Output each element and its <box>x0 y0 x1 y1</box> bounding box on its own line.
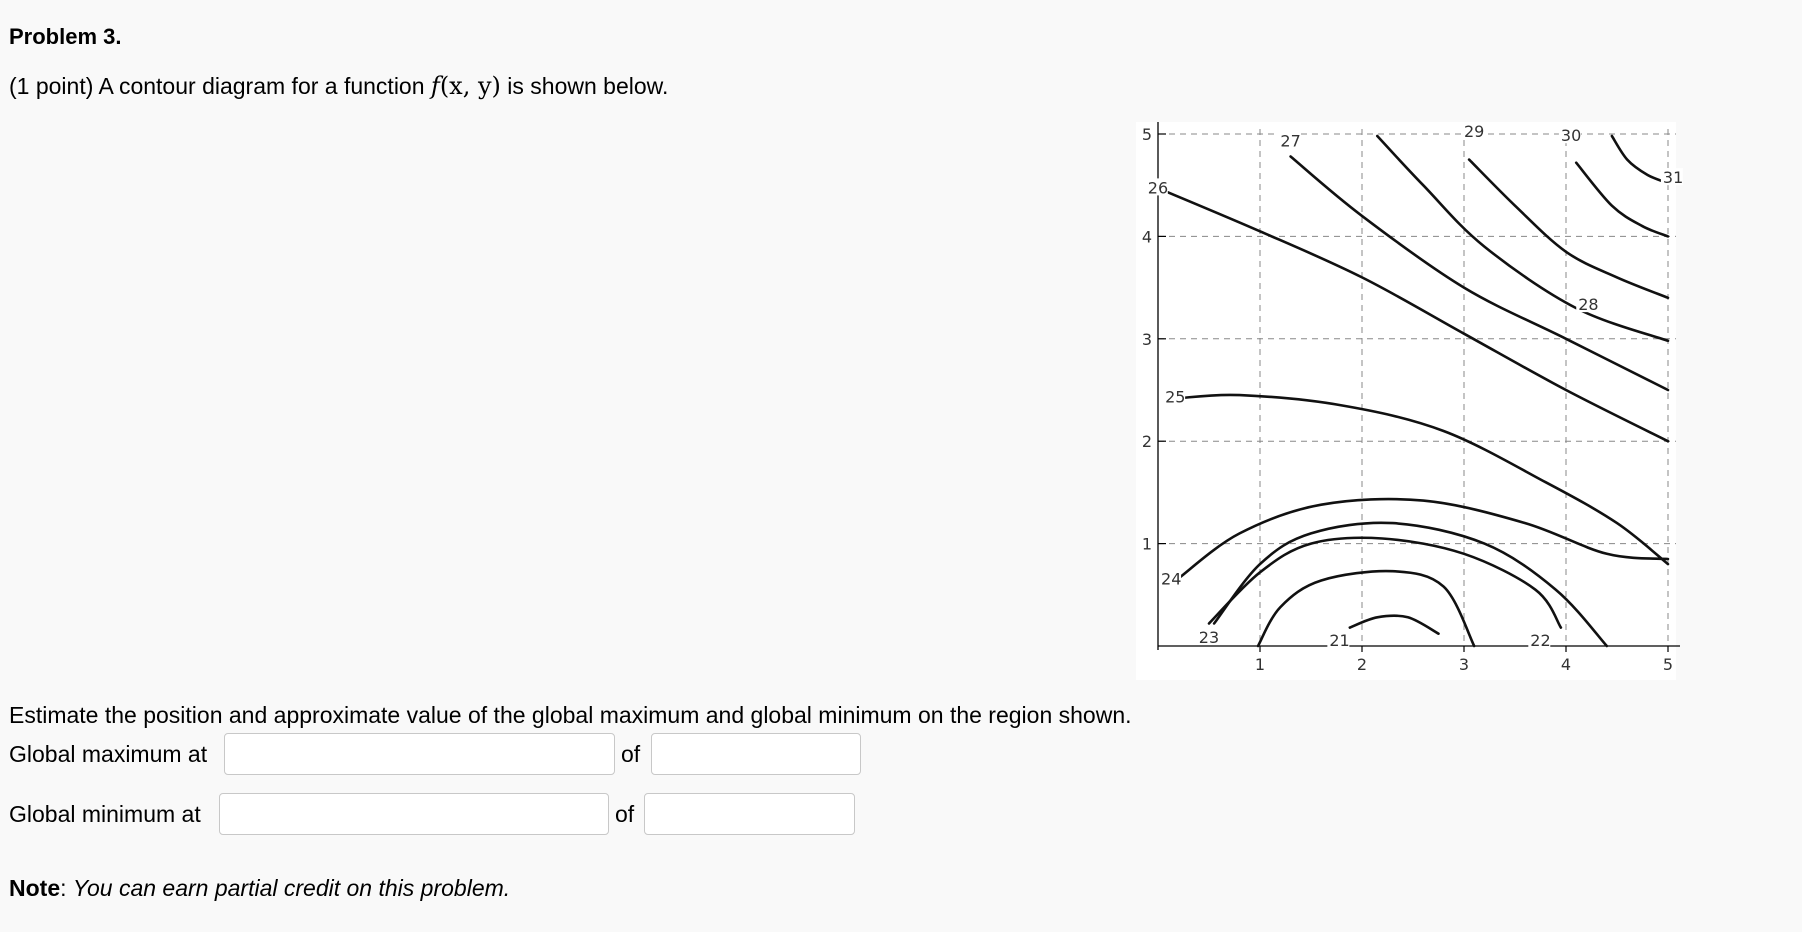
contour-31-line <box>1612 136 1668 183</box>
global-max-value-input[interactable] <box>651 733 861 775</box>
contour-21-line <box>1258 571 1474 646</box>
question-text: Estimate the position and approximate value of the global maximum and global minimum on the region shown. <box>9 702 1132 728</box>
contour-plot <box>1136 122 1684 680</box>
x-tick-label-3: 3 <box>1458 655 1470 674</box>
contour-22-line <box>1209 538 1561 628</box>
contour-label-30: 30 <box>1560 126 1582 146</box>
contour-label-27: 27 <box>1280 131 1301 151</box>
contour-30-line <box>1576 163 1668 237</box>
function-notation <box>431 72 501 100</box>
contour-lines <box>1163 136 1668 646</box>
y-tick-label-3: 3 <box>1141 329 1152 349</box>
contour-27-line <box>1291 157 1668 391</box>
contour-labels <box>1146 122 1683 650</box>
contour-21-arc-line <box>1350 616 1439 634</box>
note-label: Note <box>9 875 61 901</box>
contour-label-26: 26 <box>1147 178 1169 198</box>
points-label: (1 point) <box>9 73 94 99</box>
contour-24-line <box>1178 499 1668 578</box>
contour-label-29: 29 <box>1464 122 1485 142</box>
global-min-position-input[interactable] <box>219 793 609 835</box>
global-max-label: Global maximum at <box>9 741 208 767</box>
contour-plot-svg <box>1136 122 1684 680</box>
intro-text-before: A contour diagram for a function <box>93 73 431 99</box>
y-tick-label-1: 1 <box>1141 534 1152 554</box>
x-tick-label-1: 1 <box>1254 655 1266 674</box>
global-min-label: Global minimum at <box>9 801 201 827</box>
global-min-value-input[interactable] <box>644 793 855 835</box>
contour-label-21: 21 <box>1329 631 1350 650</box>
global-max-position-input[interactable] <box>224 733 615 775</box>
problem-title: Problem 3. <box>9 24 122 49</box>
note-separator: : <box>60 875 73 901</box>
y-tick-label-5: 5 <box>1141 125 1152 144</box>
tick-labels <box>1142 125 1673 674</box>
x-tick-label-5: 5 <box>1662 655 1674 674</box>
x-tick-label-2: 2 <box>1356 655 1368 674</box>
contour-label-31: 31 <box>1662 168 1684 188</box>
contour-label-28: 28 <box>1578 295 1599 315</box>
function-name: f <box>430 72 440 100</box>
intro-text-after: is shown below. <box>500 73 669 99</box>
x-tick-label-4: 4 <box>1560 655 1572 674</box>
function-args: (x, y) <box>439 72 501 100</box>
note <box>9 875 510 902</box>
contour-29-line <box>1469 160 1668 298</box>
note-text: You can earn partial credit on this problem. <box>72 875 511 901</box>
contour-label-24: 24 <box>1161 569 1182 589</box>
global-min-of-label: of <box>615 801 635 827</box>
axes <box>1158 122 1680 652</box>
y-tick-label-4: 4 <box>1141 227 1152 247</box>
contour-25-line <box>1178 395 1668 564</box>
problem-intro <box>9 72 668 100</box>
y-tick-label-2: 2 <box>1141 432 1152 452</box>
contour-label-25: 25 <box>1165 387 1186 407</box>
contour-label-22: 22 <box>1530 631 1551 650</box>
global-max-of-label: of <box>621 741 641 767</box>
contour-label-23: 23 <box>1198 627 1220 647</box>
